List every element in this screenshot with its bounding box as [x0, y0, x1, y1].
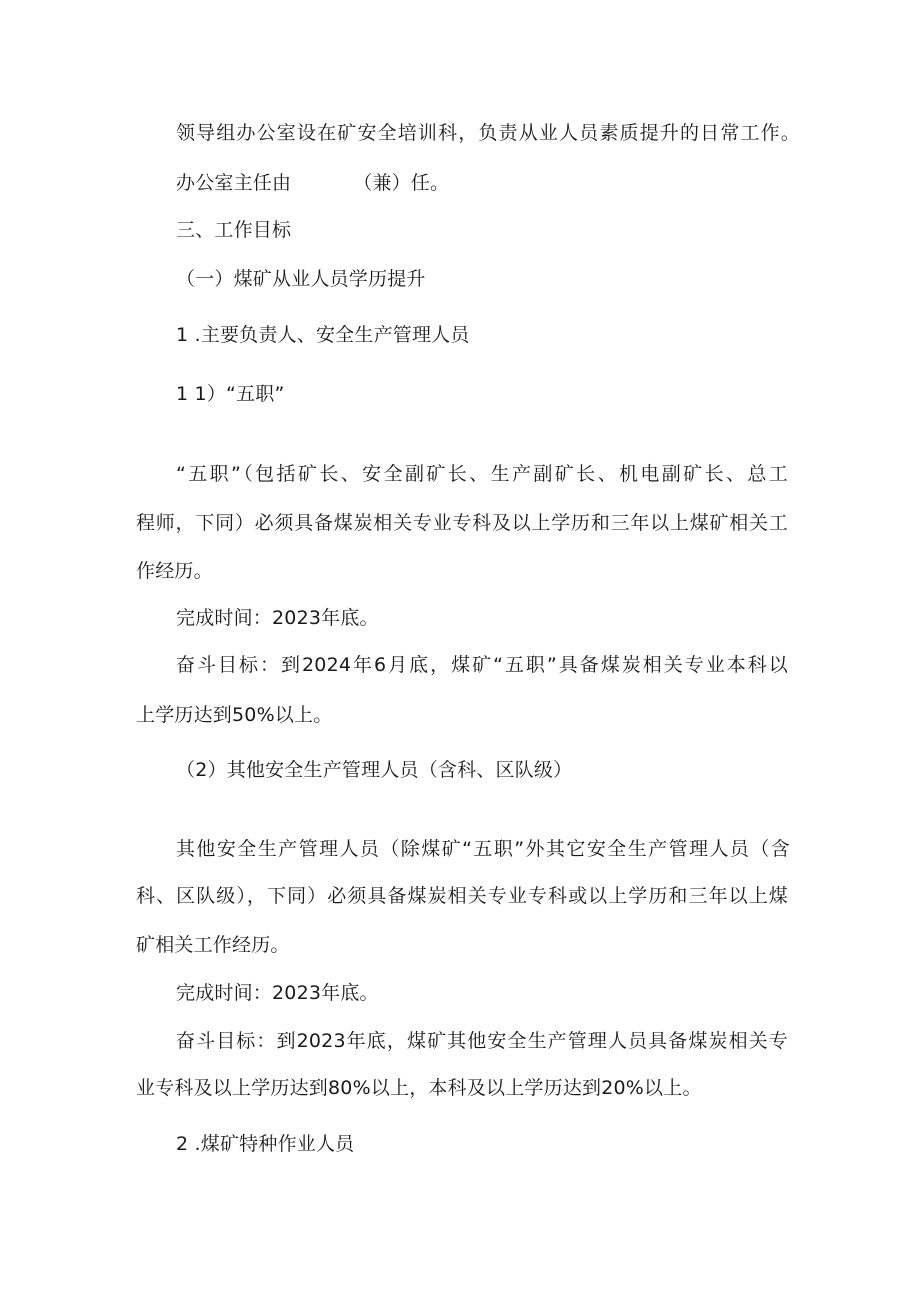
paragraph-line: 矿相关工作经历。	[136, 934, 290, 956]
text-fragment: 办公室主任由	[176, 172, 292, 194]
subsection-heading: （一）煤矿从业人员学历提升	[176, 268, 426, 290]
paragraph-line	[176, 170, 449, 196]
paragraph-line: 奋斗目标：到2023年底，煤矿其他安全生产管理人员具备煤炭相关专	[176, 1030, 788, 1052]
paragraph-line: 奋斗目标：到2024年6月底，煤矿“五职”具备煤炭相关专业本科以	[176, 654, 788, 676]
item-heading: （2）其他安全生产管理人员（含科、区队级）	[176, 759, 573, 781]
item-heading: 1 1）“五职”	[176, 383, 285, 405]
paragraph-line: 上学历达到50%以上。	[136, 704, 333, 726]
paragraph-line: 作经历。	[136, 560, 213, 582]
section-heading: 三、工作目标	[176, 219, 292, 241]
paragraph-line: 科、区队级），下同）必须具备煤炭相关专业专科或以上学历和三年以上煤	[136, 885, 788, 907]
paragraph-line: 程师，下同）必须具备煤炭相关专业专科及以上学历和三年以上煤矿相关工	[136, 512, 788, 534]
paragraph-line: 完成时间：2023年底。	[176, 982, 379, 1004]
item-heading: 2 .煤矿特种作业人员	[176, 1133, 355, 1155]
item-heading: 1 .主要负责人、安全生产管理人员	[176, 324, 470, 346]
text-fragment: （兼）任。	[353, 172, 450, 194]
paragraph-line: 业专科及以上学历达到80%以上，本科及以上学历达到20%以上。	[136, 1077, 702, 1099]
paragraph-line: 其他安全生产管理人员（除煤矿“五职”外其它安全生产管理人员（含	[176, 838, 790, 860]
paragraph-line: 完成时间：2023年底。	[176, 607, 379, 629]
paragraph-line: “五职”（包括矿长、安全副矿长、生产副矿长、机电副矿长、总工	[176, 463, 788, 485]
paragraph-line: 领导组办公室设在矿安全培训科，负责从业人员素质提升的日常工作。	[176, 122, 800, 144]
